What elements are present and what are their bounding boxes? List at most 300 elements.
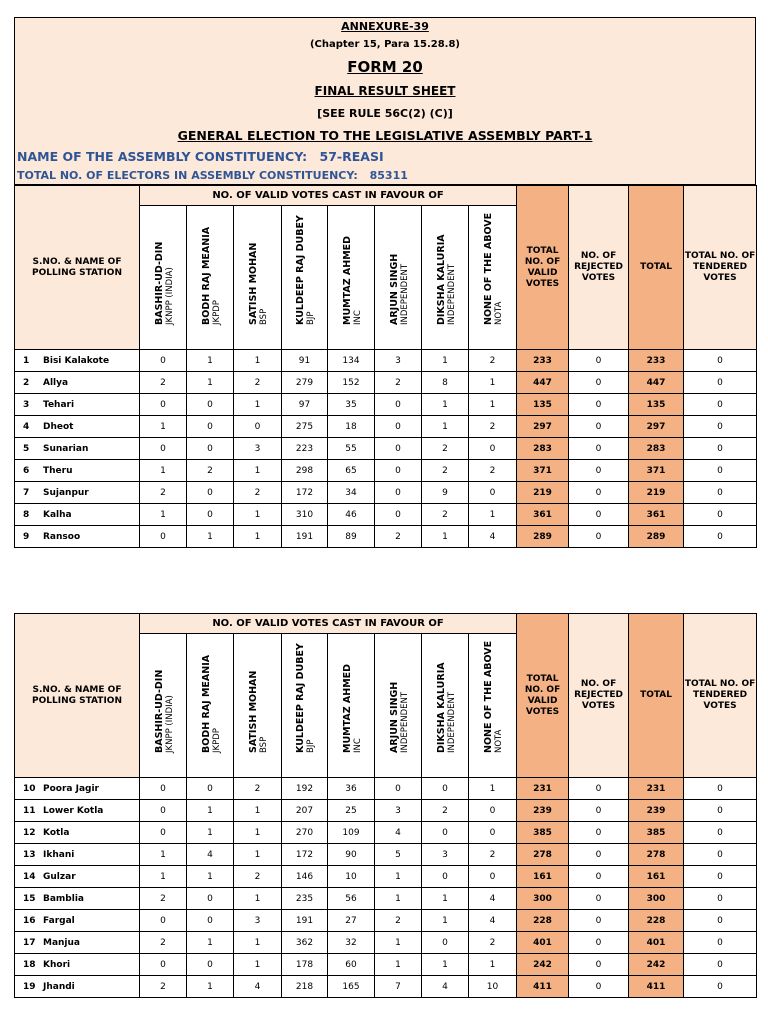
vote-count-cell: 1 (234, 822, 282, 844)
vote-count-cell: 2 (469, 416, 517, 438)
total-valid-votes-cell: 401 (517, 932, 569, 954)
vote-count-cell: 1 (140, 460, 187, 482)
total-valid-votes-cell: 228 (517, 910, 569, 932)
candidate-party: INDEPENDENT (399, 691, 410, 753)
tendered-votes-cell: 0 (684, 460, 757, 482)
candidate-header (469, 206, 517, 350)
vote-count-cell: 172 (282, 482, 328, 504)
vote-count-cell: 2 (234, 482, 282, 504)
total-valid-votes-cell: 278 (517, 844, 569, 866)
polling-station-cell (15, 910, 140, 932)
vote-count-cell: 1 (469, 778, 517, 800)
station-number: 17 (23, 937, 36, 948)
station-name: Bisi Kalakote (43, 355, 110, 366)
vote-count-cell: 1 (234, 504, 282, 526)
polling-station-cell (15, 526, 140, 548)
total-valid-votes-cell: 297 (517, 416, 569, 438)
candidate-name: DIKSHA KALURIA (435, 662, 447, 753)
total-votes-cell: 297 (629, 416, 684, 438)
station-name: Tehari (43, 399, 75, 410)
vote-count-cell: 1 (422, 888, 469, 910)
vote-count-cell: 0 (422, 866, 469, 888)
station-number: 3 (23, 399, 30, 410)
table-row (15, 526, 757, 548)
candidate-name: KULDEEP RAJ DUBEY (295, 215, 306, 325)
vote-count-cell: 310 (282, 504, 328, 526)
vote-count-cell: 1 (234, 526, 282, 548)
vote-count-cell: 1 (187, 822, 234, 844)
rejected-votes-cell: 0 (569, 460, 629, 482)
total-votes-cell: 135 (629, 394, 684, 416)
candidate-party: JKNPP (INDIA) (164, 695, 175, 753)
station-name: Theru (43, 465, 73, 476)
vote-count-cell: 218 (282, 976, 328, 998)
constituency-label: NAME OF THE ASSEMBLY CONSTITUENCY: (17, 149, 308, 164)
total-votes-cell: 289 (629, 526, 684, 548)
station-name: Gulzar (43, 871, 76, 882)
station-name: Jhandi (43, 981, 75, 992)
rule-reference: [SEE RULE 56C(2) (C)] (317, 107, 453, 120)
vote-count-cell: 4 (375, 822, 422, 844)
vote-count-cell: 1 (234, 954, 282, 976)
vote-count-cell: 2 (140, 372, 187, 394)
vote-count-cell: 27 (328, 910, 375, 932)
table-row (15, 932, 757, 954)
station-number: 19 (23, 981, 36, 992)
table-row (15, 866, 757, 888)
tendered-votes-header: TOTAL NO. OF TENDERED VOTES (684, 186, 757, 350)
station-number: 4 (23, 421, 30, 432)
vote-count-cell: 2 (422, 504, 469, 526)
vote-count-cell: 134 (328, 350, 375, 372)
vote-count-cell: 362 (282, 932, 328, 954)
candidate-party: JKPDP (211, 300, 222, 325)
vote-count-cell: 191 (282, 526, 328, 548)
station-name: Poora Jagir (43, 783, 99, 794)
rejected-votes-cell: 0 (569, 526, 629, 548)
tendered-votes-cell: 0 (684, 910, 757, 932)
vote-count-cell: 34 (328, 482, 375, 504)
table-row (15, 888, 757, 910)
candidate-header (328, 206, 375, 350)
vote-count-cell: 3 (422, 844, 469, 866)
total-votes-cell: 401 (629, 932, 684, 954)
tendered-votes-cell: 0 (684, 526, 757, 548)
station-number: 10 (23, 783, 36, 794)
vote-count-cell: 0 (187, 888, 234, 910)
candidate-name: NONE OF THE ABOVE (483, 212, 495, 325)
vote-count-cell: 298 (282, 460, 328, 482)
vote-count-cell: 2 (422, 438, 469, 460)
station-number: 6 (23, 465, 30, 476)
polling-station-cell (15, 438, 140, 460)
candidate-header (140, 206, 187, 350)
total-header: TOTAL (629, 186, 684, 350)
rejected-votes-cell: 0 (569, 822, 629, 844)
vote-count-cell: 1 (187, 932, 234, 954)
vote-count-cell: 0 (140, 350, 187, 372)
polling-station-cell (15, 822, 140, 844)
candidate-party: BSP (259, 308, 269, 325)
vote-count-cell: 1 (422, 394, 469, 416)
vote-count-cell: 1 (140, 866, 187, 888)
vote-count-cell: 89 (328, 526, 375, 548)
rejected-votes-cell: 0 (569, 954, 629, 976)
candidate-party: BSP (259, 736, 269, 753)
vote-count-cell: 2 (375, 372, 422, 394)
candidate-header (375, 206, 422, 350)
total-votes-cell: 161 (629, 866, 684, 888)
vote-count-cell: 146 (282, 866, 328, 888)
results-table-part-2 (14, 613, 757, 998)
candidate-name: SATISH MOHAN (248, 670, 259, 753)
station-name: Fargal (43, 915, 75, 926)
rejected-votes-cell: 0 (569, 372, 629, 394)
constituency-value: 57-REASI (319, 149, 384, 164)
vote-count-cell: 1 (422, 526, 469, 548)
tendered-votes-cell: 0 (684, 350, 757, 372)
station-name: Khori (43, 959, 71, 970)
rejected-votes-cell: 0 (569, 350, 629, 372)
polling-station-cell (15, 482, 140, 504)
polling-station-cell (15, 350, 140, 372)
station-name: Dheot (43, 421, 74, 432)
vote-count-cell: 0 (234, 416, 282, 438)
total-votes-cell: 300 (629, 888, 684, 910)
candidate-party: JKNPP (INDIA) (164, 267, 175, 325)
candidate-name: BODH RAJ MEANIA (200, 654, 212, 753)
vote-count-cell: 91 (282, 350, 328, 372)
candidate-name: KULDEEP RAJ DUBEY (295, 643, 306, 753)
station-name: Sunarian (43, 443, 89, 454)
station-number: 16 (23, 915, 36, 926)
vote-count-cell: 4 (469, 888, 517, 910)
polling-station-cell (15, 416, 140, 438)
vote-count-cell: 1 (422, 350, 469, 372)
vote-count-cell: 1 (422, 954, 469, 976)
vote-count-cell: 270 (282, 822, 328, 844)
candidate-header (282, 634, 328, 778)
rejected-votes-cell: 0 (569, 844, 629, 866)
total-valid-votes-cell: 361 (517, 504, 569, 526)
station-number: 15 (23, 893, 36, 904)
candidate-party: BJP (306, 311, 316, 325)
vote-count-cell: 2 (422, 800, 469, 822)
rejected-votes-cell: 0 (569, 976, 629, 998)
vote-count-cell: 0 (187, 482, 234, 504)
vote-count-cell: 1 (187, 800, 234, 822)
candidate-party: INC (352, 738, 363, 753)
vote-count-cell: 1 (234, 932, 282, 954)
tendered-votes-cell: 0 (684, 800, 757, 822)
results-table-part-1 (14, 185, 757, 548)
vote-count-cell: 1 (422, 416, 469, 438)
vote-count-cell: 1 (234, 888, 282, 910)
vote-count-cell: 0 (140, 438, 187, 460)
vote-count-cell: 1 (375, 954, 422, 976)
vote-count-cell: 191 (282, 910, 328, 932)
vote-count-cell: 1 (422, 910, 469, 932)
rejected-votes-header: NO. OF REJECTED VOTES (569, 186, 629, 350)
polling-station-cell (15, 372, 140, 394)
rejected-votes-cell: 0 (569, 800, 629, 822)
candidate-header (140, 634, 187, 778)
candidate-party: JKPDP (211, 728, 222, 753)
vote-count-cell: 152 (328, 372, 375, 394)
tendered-votes-cell: 0 (684, 482, 757, 504)
vote-count-cell: 0 (140, 910, 187, 932)
candidate-party: INDEPENDENT (446, 263, 457, 325)
vote-count-cell: 1 (234, 394, 282, 416)
vote-count-cell: 207 (282, 800, 328, 822)
candidate-party: INDEPENDENT (446, 691, 457, 753)
station-number: 9 (23, 531, 30, 542)
candidate-party: INC (352, 310, 363, 325)
table-row (15, 822, 757, 844)
rejected-votes-cell: 0 (569, 910, 629, 932)
vote-count-cell: 7 (375, 976, 422, 998)
tendered-votes-header: TOTAL NO. OF TENDERED VOTES (684, 614, 757, 778)
polling-station-cell (15, 888, 140, 910)
candidate-header (187, 634, 234, 778)
total-valid-votes-cell: 161 (517, 866, 569, 888)
vote-count-cell: 35 (328, 394, 375, 416)
vote-count-cell: 10 (328, 866, 375, 888)
candidate-party: NOTA (494, 301, 505, 325)
vote-count-cell: 172 (282, 844, 328, 866)
table-row (15, 778, 757, 800)
vote-count-cell: 1 (187, 866, 234, 888)
vote-count-cell: 0 (375, 438, 422, 460)
vote-count-cell: 1 (375, 866, 422, 888)
polling-station-cell (15, 460, 140, 482)
table-row (15, 416, 757, 438)
vote-count-cell: 0 (375, 778, 422, 800)
vote-count-cell: 0 (187, 504, 234, 526)
total-votes-cell: 239 (629, 800, 684, 822)
vote-count-cell: 1 (234, 844, 282, 866)
rejected-votes-cell: 0 (569, 394, 629, 416)
candidate-header (234, 634, 282, 778)
vote-count-cell: 0 (140, 954, 187, 976)
station-number: 2 (23, 377, 30, 388)
station-number: 12 (23, 827, 36, 838)
vote-count-cell: 1 (140, 416, 187, 438)
candidate-header (469, 634, 517, 778)
rejected-votes-cell: 0 (569, 482, 629, 504)
vote-count-cell: 0 (140, 800, 187, 822)
tendered-votes-cell: 0 (684, 822, 757, 844)
vote-count-cell: 165 (328, 976, 375, 998)
vote-count-cell: 4 (422, 976, 469, 998)
total-valid-votes-cell: 385 (517, 822, 569, 844)
total-valid-votes-cell: 411 (517, 976, 569, 998)
station-name: Ransoo (43, 531, 81, 542)
vote-count-cell: 0 (187, 416, 234, 438)
station-name: Kotla (43, 827, 70, 838)
polling-station-cell (15, 844, 140, 866)
vote-count-cell: 4 (469, 910, 517, 932)
vote-count-cell: 1 (234, 350, 282, 372)
vote-count-cell: 0 (187, 394, 234, 416)
candidate-name: BODH RAJ MEANIA (200, 226, 212, 325)
table-row (15, 954, 757, 976)
vote-count-cell: 192 (282, 778, 328, 800)
vote-count-cell: 1 (469, 954, 517, 976)
vote-count-cell: 4 (469, 526, 517, 548)
total-valid-votes-cell: 135 (517, 394, 569, 416)
tendered-votes-cell: 0 (684, 416, 757, 438)
candidate-name: SATISH MOHAN (248, 242, 259, 325)
table-row (15, 482, 757, 504)
valid-votes-group-header: NO. OF VALID VOTES CAST IN FAVOUR OF (140, 614, 517, 634)
rejected-votes-cell: 0 (569, 438, 629, 460)
total-votes-cell: 231 (629, 778, 684, 800)
total-votes-cell: 242 (629, 954, 684, 976)
station-number: 13 (23, 849, 36, 860)
tendered-votes-cell: 0 (684, 504, 757, 526)
vote-count-cell: 1 (187, 372, 234, 394)
vote-count-cell: 2 (375, 910, 422, 932)
vote-count-cell: 0 (469, 866, 517, 888)
rejected-votes-cell: 0 (569, 932, 629, 954)
vote-count-cell: 2 (140, 976, 187, 998)
valid-votes-group-header: NO. OF VALID VOTES CAST IN FAVOUR OF (140, 186, 517, 206)
vote-count-cell: 1 (469, 394, 517, 416)
station-number: 11 (23, 805, 36, 816)
candidate-header (234, 206, 282, 350)
vote-count-cell: 25 (328, 800, 375, 822)
vote-count-cell: 1 (375, 932, 422, 954)
vote-count-cell: 279 (282, 372, 328, 394)
tendered-votes-cell: 0 (684, 394, 757, 416)
tendered-votes-cell: 0 (684, 976, 757, 998)
polling-station-cell (15, 976, 140, 998)
vote-count-cell: 0 (469, 822, 517, 844)
vote-count-cell: 4 (234, 976, 282, 998)
vote-count-cell: 0 (422, 932, 469, 954)
vote-count-cell: 1 (140, 844, 187, 866)
rejected-votes-cell: 0 (569, 504, 629, 526)
vote-count-cell: 2 (469, 844, 517, 866)
candidate-party: INDEPENDENT (399, 263, 410, 325)
vote-count-cell: 0 (422, 778, 469, 800)
vote-count-cell: 5 (375, 844, 422, 866)
vote-count-cell: 235 (282, 888, 328, 910)
table-row (15, 394, 757, 416)
vote-count-cell: 109 (328, 822, 375, 844)
total-valid-votes-cell: 219 (517, 482, 569, 504)
candidate-party: NOTA (494, 729, 505, 753)
candidate-header (282, 206, 328, 350)
station-name: Allya (43, 377, 69, 388)
total-votes-cell: 361 (629, 504, 684, 526)
vote-count-cell: 1 (140, 504, 187, 526)
total-votes-cell: 283 (629, 438, 684, 460)
rejected-votes-header: NO. OF REJECTED VOTES (569, 614, 629, 778)
vote-count-cell: 0 (375, 416, 422, 438)
rejected-votes-cell: 0 (569, 778, 629, 800)
vote-count-cell: 1 (187, 976, 234, 998)
total-valid-votes-cell: 371 (517, 460, 569, 482)
vote-count-cell: 4 (187, 844, 234, 866)
vote-count-cell: 2 (234, 778, 282, 800)
vote-count-cell: 1 (234, 460, 282, 482)
vote-count-cell: 1 (187, 350, 234, 372)
candidate-name: ARJUN SINGH (388, 253, 400, 325)
vote-count-cell: 32 (328, 932, 375, 954)
electors-line (17, 169, 408, 182)
table-row (15, 800, 757, 822)
tendered-votes-cell: 0 (684, 866, 757, 888)
vote-count-cell: 97 (282, 394, 328, 416)
vote-count-cell: 65 (328, 460, 375, 482)
table-row (15, 372, 757, 394)
total-votes-cell: 411 (629, 976, 684, 998)
rejected-votes-cell: 0 (569, 866, 629, 888)
station-name: Kalha (43, 509, 72, 520)
vote-count-cell: 18 (328, 416, 375, 438)
station-number: 14 (23, 871, 36, 882)
station-number: 1 (23, 355, 30, 366)
table-row (15, 350, 757, 372)
total-valid-votes-cell: 289 (517, 526, 569, 548)
vote-count-cell: 0 (187, 778, 234, 800)
station-header: S.NO. & NAME OF POLLING STATION (15, 614, 140, 778)
vote-count-cell: 2 (469, 350, 517, 372)
vote-count-cell: 8 (422, 372, 469, 394)
vote-count-cell: 3 (375, 800, 422, 822)
station-header: S.NO. & NAME OF POLLING STATION (15, 186, 140, 350)
form-title: FORM 20 (347, 58, 423, 76)
vote-count-cell: 178 (282, 954, 328, 976)
rejected-votes-cell: 0 (569, 888, 629, 910)
total-votes-cell: 233 (629, 350, 684, 372)
vote-count-cell: 2 (140, 888, 187, 910)
table-row (15, 438, 757, 460)
total-valid-votes-cell: 242 (517, 954, 569, 976)
vote-count-cell: 275 (282, 416, 328, 438)
candidate-name: BASHIR-UD-DIN (153, 241, 165, 325)
electors-label: TOTAL NO. OF ELECTORS IN ASSEMBLY CONSTITUENCY: (17, 169, 358, 182)
station-number: 18 (23, 959, 36, 970)
station-name: Ikhani (43, 849, 75, 860)
polling-station-cell (15, 800, 140, 822)
electors-value: 85311 (369, 169, 408, 182)
polling-station-cell (15, 394, 140, 416)
vote-count-cell: 3 (234, 438, 282, 460)
candidate-header (422, 634, 469, 778)
total-votes-cell: 371 (629, 460, 684, 482)
candidate-header (422, 206, 469, 350)
vote-count-cell: 2 (469, 460, 517, 482)
station-name: Sujanpur (43, 487, 89, 498)
station-number: 7 (23, 487, 30, 498)
vote-count-cell: 1 (469, 504, 517, 526)
candidate-header (328, 634, 375, 778)
annexure-title: ANNEXURE-39 (341, 20, 429, 33)
station-number: 8 (23, 509, 30, 520)
polling-station-cell (15, 866, 140, 888)
vote-count-cell: 90 (328, 844, 375, 866)
vote-count-cell: 0 (469, 482, 517, 504)
candidate-name: NONE OF THE ABOVE (483, 640, 495, 753)
candidate-name: MUMTAZ AHMED (341, 663, 353, 753)
vote-count-cell: 0 (140, 394, 187, 416)
total-valid-votes-cell: 231 (517, 778, 569, 800)
election-title: GENERAL ELECTION TO THE LEGISLATIVE ASSEMBLY PART-1 (177, 128, 593, 143)
polling-station-cell (15, 778, 140, 800)
